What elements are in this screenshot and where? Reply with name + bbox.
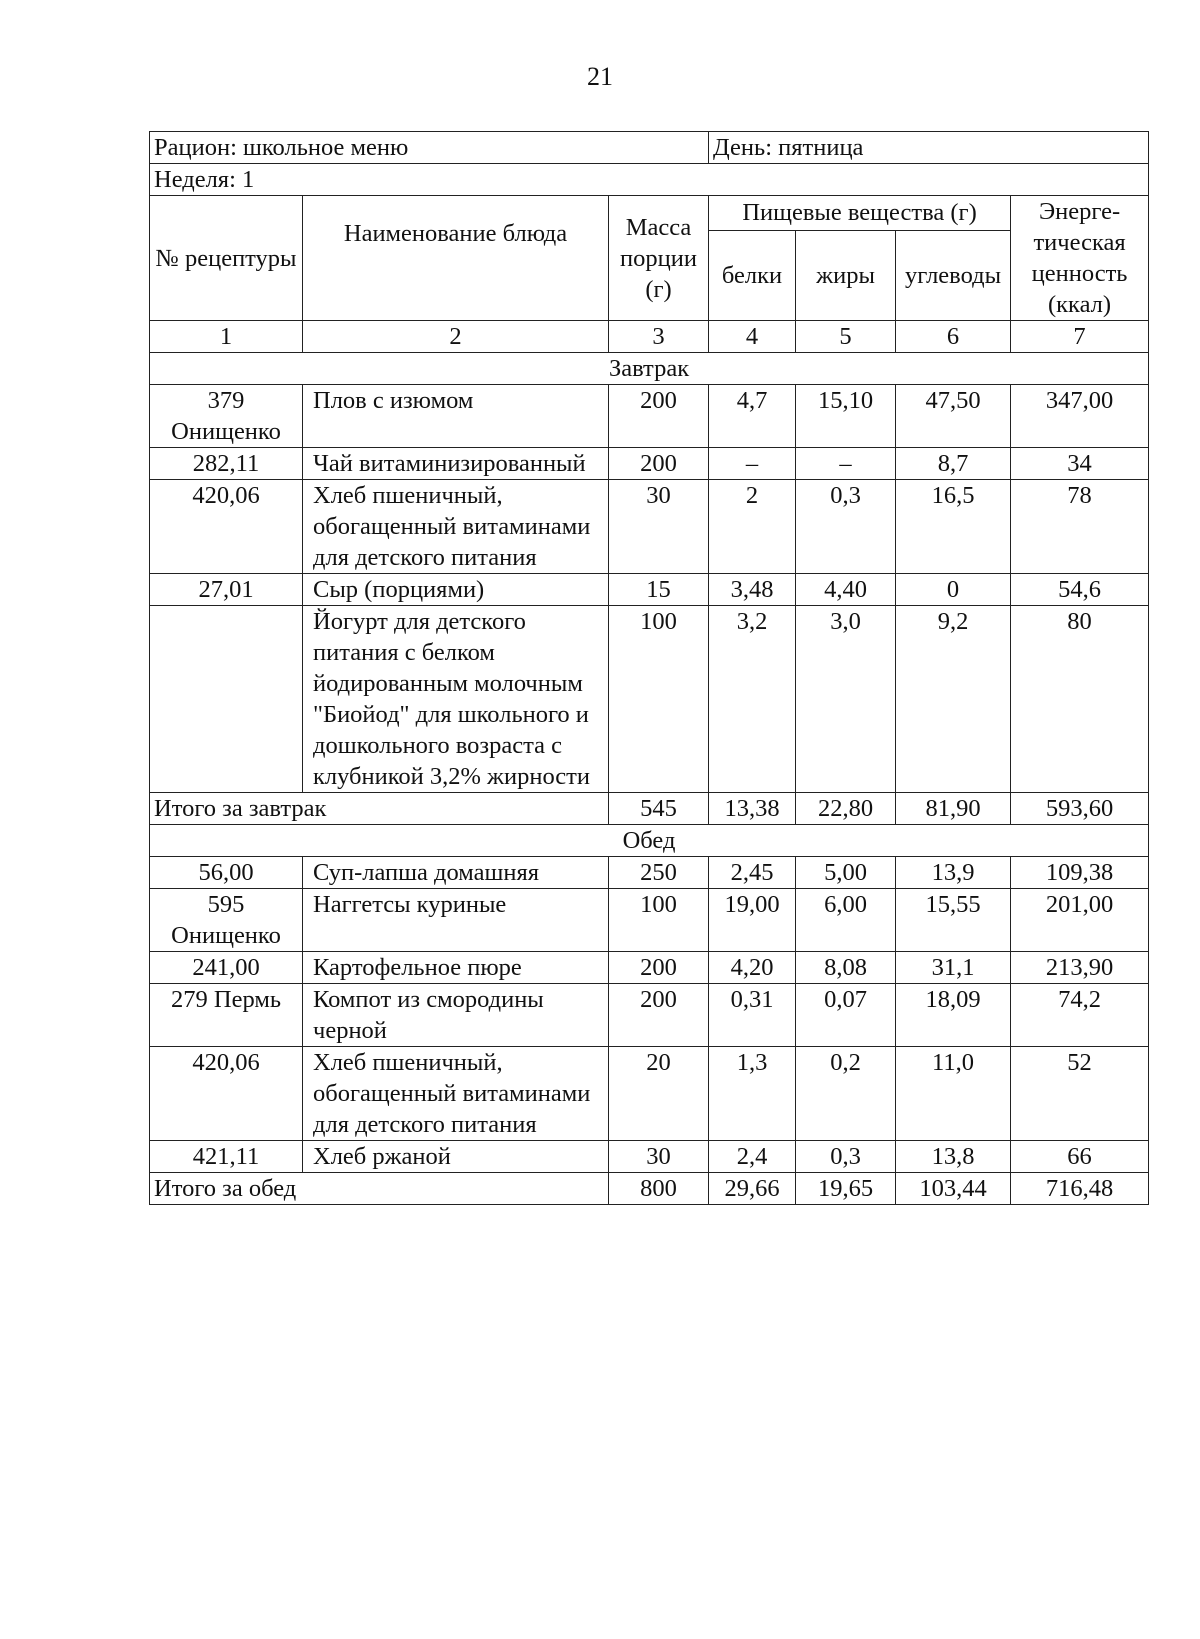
total-fats-cell: 22,80 bbox=[796, 793, 896, 825]
energy-cell: 74,2 bbox=[1011, 984, 1149, 1047]
info-row bbox=[150, 132, 1149, 164]
recipe-no-cell: 282,11 bbox=[150, 448, 303, 480]
dish-row bbox=[150, 857, 1149, 889]
carbs-cell: 11,0 bbox=[896, 1047, 1011, 1141]
total-proteins-cell: 29,66 bbox=[709, 1173, 796, 1205]
menu-table bbox=[149, 131, 1149, 1205]
fats-cell: – bbox=[796, 448, 896, 480]
recipe-no-cell: 56,00 bbox=[150, 857, 303, 889]
dish-name-cell: Наггетсы куриные bbox=[303, 889, 609, 952]
total-mass-cell: 800 bbox=[609, 1173, 709, 1205]
fats-cell: 15,10 bbox=[796, 385, 896, 448]
carbs-cell: 31,1 bbox=[896, 952, 1011, 984]
energy-cell: 213,90 bbox=[1011, 952, 1149, 984]
header-row bbox=[150, 196, 1149, 231]
dish-name-cell: Йогурт для детского питания с белком йодированным молочным "Биойод" для школьного и дошкольного возраста с клубникой 3,2% жирности bbox=[303, 606, 609, 793]
carbs-cell: 8,7 bbox=[896, 448, 1011, 480]
week-cell: Неделя: 1 bbox=[150, 164, 1149, 196]
proteins-cell: 3,48 bbox=[709, 574, 796, 606]
fats-cell: 0,07 bbox=[796, 984, 896, 1047]
energy-cell: 54,6 bbox=[1011, 574, 1149, 606]
header-carbs: углеводы bbox=[896, 230, 1011, 320]
carbs-cell: 9,2 bbox=[896, 606, 1011, 793]
recipe-no-cell: 421,11 bbox=[150, 1141, 303, 1173]
carbs-cell: 13,8 bbox=[896, 1141, 1011, 1173]
header-dish-name: Наименование блюда bbox=[303, 196, 609, 321]
proteins-cell: 1,3 bbox=[709, 1047, 796, 1141]
dish-name-cell: Хлеб пшеничный, обогащенный витаминами для детского питания bbox=[303, 1047, 609, 1141]
dish-row bbox=[150, 574, 1149, 606]
column-number: 4 bbox=[709, 321, 796, 353]
proteins-cell: 2,45 bbox=[709, 857, 796, 889]
mass-cell: 30 bbox=[609, 1141, 709, 1173]
proteins-cell: 19,00 bbox=[709, 889, 796, 952]
column-number: 1 bbox=[150, 321, 303, 353]
lunch-section-title: Обед bbox=[150, 825, 1149, 857]
mass-cell: 200 bbox=[609, 952, 709, 984]
carbs-cell: 13,9 bbox=[896, 857, 1011, 889]
header-proteins: белки bbox=[709, 230, 796, 320]
dish-row bbox=[150, 1141, 1149, 1173]
mass-cell: 15 bbox=[609, 574, 709, 606]
breakfast-total-row bbox=[150, 793, 1149, 825]
fats-cell: 3,0 bbox=[796, 606, 896, 793]
dish-name-cell: Картофельное пюре bbox=[303, 952, 609, 984]
header-recipe-no: № рецептуры bbox=[150, 196, 303, 321]
mass-cell: 30 bbox=[609, 480, 709, 574]
fats-cell: 0,3 bbox=[796, 1141, 896, 1173]
column-number: 6 bbox=[896, 321, 1011, 353]
total-carbs-cell: 81,90 bbox=[896, 793, 1011, 825]
total-energy-cell: 716,48 bbox=[1011, 1173, 1149, 1205]
breakfast-section-title: Завтрак bbox=[150, 353, 1149, 385]
mass-cell: 100 bbox=[609, 889, 709, 952]
total-proteins-cell: 13,38 bbox=[709, 793, 796, 825]
dish-row bbox=[150, 984, 1149, 1047]
recipe-no-cell bbox=[150, 606, 303, 793]
recipe-no-cell: 595 Онищенко bbox=[150, 889, 303, 952]
dish-name-cell: Сыр (порциями) bbox=[303, 574, 609, 606]
day-cell: День: пятница bbox=[709, 132, 1149, 164]
recipe-no-cell: 27,01 bbox=[150, 574, 303, 606]
carbs-cell: 15,55 bbox=[896, 889, 1011, 952]
lunch-section-header bbox=[150, 825, 1149, 857]
carbs-cell: 18,09 bbox=[896, 984, 1011, 1047]
energy-cell: 201,00 bbox=[1011, 889, 1149, 952]
fats-cell: 4,40 bbox=[796, 574, 896, 606]
fats-cell: 0,3 bbox=[796, 480, 896, 574]
header-energy: Энерге-тическая ценность (ккал) bbox=[1011, 196, 1149, 321]
carbs-cell: 47,50 bbox=[896, 385, 1011, 448]
dish-row bbox=[150, 1047, 1149, 1141]
mass-cell: 20 bbox=[609, 1047, 709, 1141]
energy-cell: 34 bbox=[1011, 448, 1149, 480]
mass-cell: 200 bbox=[609, 385, 709, 448]
column-number: 2 bbox=[303, 321, 609, 353]
recipe-no-cell: 420,06 bbox=[150, 1047, 303, 1141]
energy-cell: 66 bbox=[1011, 1141, 1149, 1173]
breakfast-section-header bbox=[150, 353, 1149, 385]
header-mass: Масса порции (г) bbox=[609, 196, 709, 321]
total-mass-cell: 545 bbox=[609, 793, 709, 825]
total-label: Итого за завтрак bbox=[150, 793, 609, 825]
proteins-cell: – bbox=[709, 448, 796, 480]
dish-name-cell: Компот из смородины черной bbox=[303, 984, 609, 1047]
dish-row bbox=[150, 448, 1149, 480]
lunch-total-row bbox=[150, 1173, 1149, 1205]
dish-name-cell: Хлеб пшеничный, обогащенный витаминами для детского питания bbox=[303, 480, 609, 574]
recipe-no-cell: 379 Онищенко bbox=[150, 385, 303, 448]
recipe-no-cell: 241,00 bbox=[150, 952, 303, 984]
dish-row bbox=[150, 385, 1149, 448]
ration-cell: Рацион: школьное меню bbox=[150, 132, 709, 164]
header-fats: жиры bbox=[796, 230, 896, 320]
proteins-cell: 4,20 bbox=[709, 952, 796, 984]
fats-cell: 8,08 bbox=[796, 952, 896, 984]
proteins-cell: 2 bbox=[709, 480, 796, 574]
dish-name-cell: Плов с изюмом bbox=[303, 385, 609, 448]
header-nutrients: Пищевые вещества (г) bbox=[709, 196, 1011, 231]
energy-cell: 80 bbox=[1011, 606, 1149, 793]
total-energy-cell: 593,60 bbox=[1011, 793, 1149, 825]
column-number: 7 bbox=[1011, 321, 1149, 353]
proteins-cell: 3,2 bbox=[709, 606, 796, 793]
energy-cell: 347,00 bbox=[1011, 385, 1149, 448]
energy-cell: 52 bbox=[1011, 1047, 1149, 1141]
carbs-cell: 16,5 bbox=[896, 480, 1011, 574]
column-numbers-row bbox=[150, 321, 1149, 353]
energy-cell: 109,38 bbox=[1011, 857, 1149, 889]
proteins-cell: 0,31 bbox=[709, 984, 796, 1047]
dish-row bbox=[150, 952, 1149, 984]
mass-cell: 250 bbox=[609, 857, 709, 889]
column-number: 3 bbox=[609, 321, 709, 353]
recipe-no-cell: 420,06 bbox=[150, 480, 303, 574]
column-number: 5 bbox=[796, 321, 896, 353]
energy-cell: 78 bbox=[1011, 480, 1149, 574]
dish-row bbox=[150, 889, 1149, 952]
dish-row bbox=[150, 606, 1149, 793]
week-row bbox=[150, 164, 1149, 196]
proteins-cell: 4,7 bbox=[709, 385, 796, 448]
mass-cell: 200 bbox=[609, 448, 709, 480]
fats-cell: 5,00 bbox=[796, 857, 896, 889]
carbs-cell: 0 bbox=[896, 574, 1011, 606]
dish-name-cell: Чай витаминизированный bbox=[303, 448, 609, 480]
page-number: 21 bbox=[587, 62, 613, 91]
proteins-cell: 2,4 bbox=[709, 1141, 796, 1173]
total-fats-cell: 19,65 bbox=[796, 1173, 896, 1205]
fats-cell: 0,2 bbox=[796, 1047, 896, 1141]
total-label: Итого за обед bbox=[150, 1173, 609, 1205]
dish-name-cell: Хлеб ржаной bbox=[303, 1141, 609, 1173]
total-carbs-cell: 103,44 bbox=[896, 1173, 1011, 1205]
fats-cell: 6,00 bbox=[796, 889, 896, 952]
mass-cell: 200 bbox=[609, 984, 709, 1047]
recipe-no-cell: 279 Пермь bbox=[150, 984, 303, 1047]
dish-name-cell: Суп-лапша домашняя bbox=[303, 857, 609, 889]
dish-row bbox=[150, 480, 1149, 574]
mass-cell: 100 bbox=[609, 606, 709, 793]
